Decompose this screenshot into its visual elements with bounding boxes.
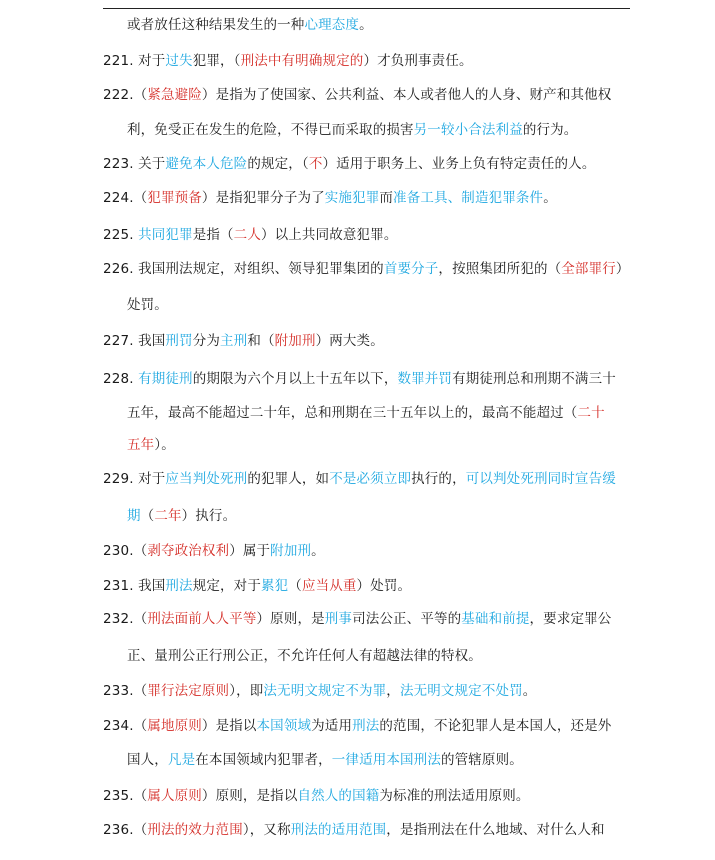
- key-term: 准备工具、制造犯罪条件: [393, 190, 544, 206]
- line-text: 222.（: [103, 87, 148, 103]
- answer-term: 刑法面前人人平等: [147, 611, 257, 627]
- key-term: 共同犯罪: [138, 227, 193, 243]
- line-text: 235.（: [103, 788, 148, 804]
- line-text: ）是指犯罪分子为了: [201, 190, 325, 206]
- text-line: [127, 751, 523, 769]
- line-text: ）是指为了使国家、公共利益、本人或者他人的人身、财产和其他权: [201, 87, 612, 103]
- line-text: ）: [615, 261, 630, 277]
- key-term: 心理态度: [304, 17, 360, 33]
- text-line: [103, 370, 616, 388]
- answer-term: 二年: [154, 508, 182, 524]
- line-text: 五年，最高不能超过二十年，总和刑期在三十五年以上的，最高不能超过（: [127, 405, 578, 421]
- line-text: 有期徒刑总和刑期不满三十: [452, 371, 616, 387]
- key-term: 不是必须立即: [329, 471, 412, 487]
- line-text: 229. 对于: [103, 471, 166, 487]
- line-text: 在本国领域内犯罪者，: [195, 752, 332, 768]
- line-text: 230.（: [103, 543, 148, 559]
- line-text: 。: [522, 683, 537, 699]
- answer-term: 刑法的效力范围: [147, 822, 243, 838]
- answer-term: 刑法中有明确规定的: [240, 53, 364, 69]
- key-term: 自然人的国籍: [297, 788, 380, 804]
- key-term: 法无明文规定不处罚: [399, 683, 523, 699]
- line-text: ）属于: [229, 543, 271, 559]
- key-term: 基础和前提: [461, 611, 530, 627]
- key-term: 实施犯罪: [324, 190, 380, 206]
- line-text: 225.: [103, 227, 139, 243]
- text-line: [127, 436, 175, 454]
- line-text: ，按照集团所犯的（: [438, 261, 562, 277]
- line-text: 处罚。: [127, 297, 168, 313]
- answer-term: 全部罪行: [561, 261, 616, 277]
- key-term: 本国领域: [256, 718, 312, 734]
- line-text: 的管辖原则。: [440, 752, 523, 768]
- line-text: ）才负刑事责任。: [363, 53, 473, 69]
- answer-term: 属地原则: [147, 718, 202, 734]
- line-text: 的期限为六个月以上十五年以下，: [192, 371, 398, 387]
- line-text: ）原则，是: [256, 611, 325, 627]
- line-text: 224.（: [103, 190, 148, 206]
- text-line: [103, 226, 397, 244]
- line-text: 236.（: [103, 822, 148, 838]
- answer-term: 紧急避险: [147, 87, 202, 103]
- answer-term: 属人原则: [147, 788, 202, 804]
- line-text: 的范围，不论犯罪人是本国人，还是外: [379, 718, 612, 734]
- line-text: （: [140, 508, 155, 524]
- key-term: 法无明文规定不为罪: [263, 683, 387, 699]
- line-text: 的行为。: [522, 122, 578, 138]
- answer-term: 犯罪预备: [147, 190, 202, 206]
- answer-term: 附加刑: [274, 333, 316, 349]
- answer-term: 五年: [127, 437, 155, 453]
- text-line: [127, 296, 168, 314]
- text-line: [103, 542, 325, 560]
- line-text: 是指（: [192, 227, 234, 243]
- text-line: [103, 787, 530, 805]
- text-line: [103, 86, 611, 104]
- line-text: 的犯罪人，如: [247, 471, 330, 487]
- line-text: ，要求定罪公: [529, 611, 612, 627]
- text-line: [103, 577, 411, 595]
- line-text: ），即: [229, 683, 264, 699]
- line-text: 。: [311, 543, 325, 559]
- line-text: 分为: [192, 333, 221, 349]
- text-line: [127, 121, 577, 139]
- line-text: ），又称: [242, 822, 291, 838]
- text-line: [103, 332, 384, 350]
- key-term: 首要分子: [383, 261, 439, 277]
- key-term: 数罪并罚: [397, 371, 453, 387]
- text-line: [103, 52, 473, 70]
- line-text: 利，免受正在发生的危险，不得已而采取的损害: [127, 122, 414, 138]
- line-text: 223. 关于: [103, 156, 166, 172]
- text-line: [127, 507, 236, 525]
- answer-term: 不: [308, 156, 323, 172]
- line-text: 执行的，: [411, 471, 466, 487]
- line-text: ）。: [154, 437, 175, 453]
- key-term: 累犯: [260, 578, 289, 594]
- line-text: 233.（: [103, 683, 148, 699]
- line-text: ，是指刑法在什么地域、对什么人和: [386, 822, 605, 838]
- key-term: 应当判处死刑: [165, 471, 248, 487]
- answer-term: 二人: [233, 227, 261, 243]
- key-term: 一律适用本国刑法: [331, 752, 441, 768]
- line-text: 为适用: [311, 718, 353, 734]
- line-text: 227. 我国: [103, 333, 166, 349]
- answer-term: 罪行法定原则: [147, 683, 230, 699]
- line-text: ）适用于职务上、业务上负有特定责任的人。: [322, 156, 596, 172]
- text-line: [103, 470, 616, 488]
- line-text: 。: [359, 17, 373, 33]
- line-text: 和（: [247, 333, 275, 349]
- text-line: [103, 821, 605, 839]
- line-text: 犯罪，（: [192, 53, 241, 69]
- line-text: 或者放任这种结果发生的一种: [127, 17, 305, 33]
- line-text: 规定，对于: [192, 578, 261, 594]
- line-text: 234.（: [103, 718, 148, 734]
- key-term: 刑事: [324, 611, 353, 627]
- line-text: ）处罚。: [356, 578, 412, 594]
- key-term: 主刑: [220, 333, 248, 349]
- line-text: 为标准的刑法适用原则。: [379, 788, 530, 804]
- key-term: 刑罚: [165, 333, 193, 349]
- text-line: [103, 610, 611, 628]
- text-line: [103, 189, 557, 207]
- key-term: 附加刑: [270, 543, 312, 559]
- key-term: 刑法: [352, 718, 380, 734]
- top-divider: [103, 8, 630, 9]
- line-text: 。: [543, 190, 557, 206]
- line-text: 的规定，（: [247, 156, 309, 172]
- line-text: 226. 我国刑法规定，对组织、领导犯罪集团的: [103, 261, 384, 277]
- answer-term: 应当从重: [301, 578, 357, 594]
- key-term: 刑法: [165, 578, 193, 594]
- key-term: 期: [127, 508, 141, 524]
- key-term: 过失: [165, 53, 193, 69]
- text-line: [103, 260, 630, 278]
- key-term: 可以判处死刑同时宣告缓: [465, 471, 616, 487]
- line-text: 228.: [103, 371, 139, 387]
- line-text: （: [288, 578, 302, 594]
- key-term: 刑法的适用范围: [290, 822, 387, 838]
- line-text: ）两大类。: [315, 333, 384, 349]
- text-line: [127, 16, 373, 34]
- answer-term: 剥夺政治权利: [147, 543, 230, 559]
- text-line: [103, 155, 595, 173]
- line-text: ）以上共同故意犯罪。: [260, 227, 398, 243]
- key-term: 另一较小合法利益: [413, 122, 523, 138]
- line-text: 231. 我国: [103, 578, 166, 594]
- line-text: ）执行。: [181, 508, 237, 524]
- line-text: 国人，: [127, 752, 168, 768]
- key-term: 凡是: [167, 752, 196, 768]
- line-text: ）是指以: [201, 718, 257, 734]
- text-line: [103, 682, 536, 700]
- text-line: [103, 717, 611, 735]
- text-line: [127, 404, 605, 422]
- line-text: 司法公正、平等的: [352, 611, 462, 627]
- line-text: 221. 对于: [103, 53, 166, 69]
- answer-term: 二十: [577, 405, 605, 421]
- line-text: 232.（: [103, 611, 148, 627]
- line-text: 而: [379, 190, 394, 206]
- key-term: 避免本人危险: [165, 156, 248, 172]
- line-text: ）原则，是指以: [201, 788, 298, 804]
- text-line: [127, 647, 482, 665]
- line-text: ，: [386, 683, 400, 699]
- line-text: 正、量刑公正行刑公正，不允许任何人有超越法律的特权。: [127, 648, 482, 664]
- key-term: 有期徒刑: [138, 371, 193, 387]
